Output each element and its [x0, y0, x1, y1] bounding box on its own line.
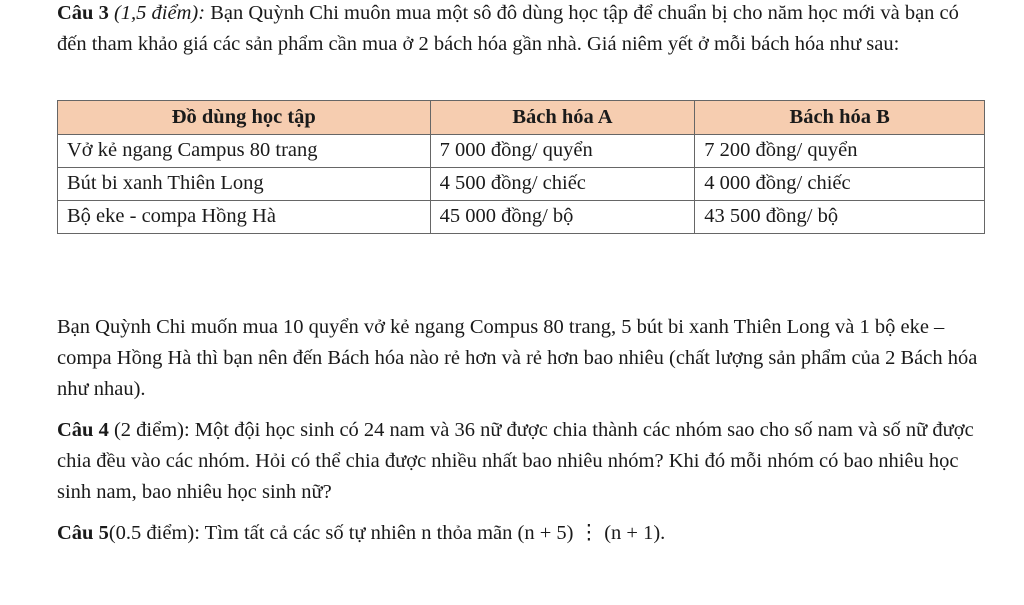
table-cell: 7 200 đồng/ quyển [695, 135, 985, 168]
table-cell: 7 000 đồng/ quyển [430, 135, 695, 168]
question-5-label: Câu 5 [57, 522, 109, 544]
table-row [58, 201, 985, 234]
table-row [58, 135, 985, 168]
question-5-text: (0.5 điểm): Tìm tất cả các số tự nhiên n thỏa mãn (n + 5) ⋮ (n + 1). [108, 522, 666, 544]
question-3-intro-text: Bạn Quỳnh Chi muôn mua một sô đô dùng học tập để chuẩn bị cho năm học mới và bạn có đến tham khảo giá các sản phẩm cần mua ở 2 bách hóa gần nhà. Giá niêm yết ở mỗi bách hóa như sau: [57, 2, 959, 55]
table-header-cell: Đồ dùng học tập [58, 101, 431, 135]
table-cell: 43 500 đồng/ bộ [695, 201, 985, 234]
question-3-question: Bạn Quỳnh Chi muốn mua 10 quyển vở kẻ ngang Compus 80 trang, 5 bút bi xanh Thiên Long và 1 bộ eke – compa Hồng Hà thì bạn nên đến Bách hóa nào rẻ hơn và rẻ hơn bao nhiêu (chất lượng sản phẩm của 2 Bách hóa như nhau). [57, 316, 978, 400]
table-cell: 45 000 đồng/ bộ [430, 201, 695, 234]
price-table [57, 100, 985, 234]
question-3-points: (1,5 điểm): [113, 2, 206, 24]
question-5 [57, 518, 992, 549]
table-header-cell: Bách hóa A [430, 101, 695, 135]
table-header-row [58, 101, 985, 135]
table-cell: 4 000 đồng/ chiếc [695, 168, 985, 201]
question-3-intro [57, 0, 992, 60]
table-cell: Bộ eke - compa Hồng Hà [58, 201, 431, 234]
table-row [58, 168, 985, 201]
table-cell: Bút bi xanh Thiên Long [58, 168, 431, 201]
table-header-cell: Bách hóa B [695, 101, 985, 135]
question-4 [57, 415, 992, 508]
question-3-label: Câu 3 [57, 2, 109, 24]
question-4-text: (2 điểm): Một đội học sinh có 24 nam và 36 nữ được chia thành các nhóm sao cho số nam và số nữ được chia đều vào các nhóm. Hỏi có thể chia được nhiều nhất bao nhiêu nhóm? Khi đó mỗi nhóm có bao nhiêu học sinh nam, bao nhiêu học sinh nữ? [57, 419, 974, 503]
table-cell: Vở kẻ ngang Campus 80 trang [58, 135, 431, 168]
table-cell: 4 500 đồng/ chiếc [430, 168, 695, 201]
question-4-label: Câu 4 [57, 419, 109, 441]
